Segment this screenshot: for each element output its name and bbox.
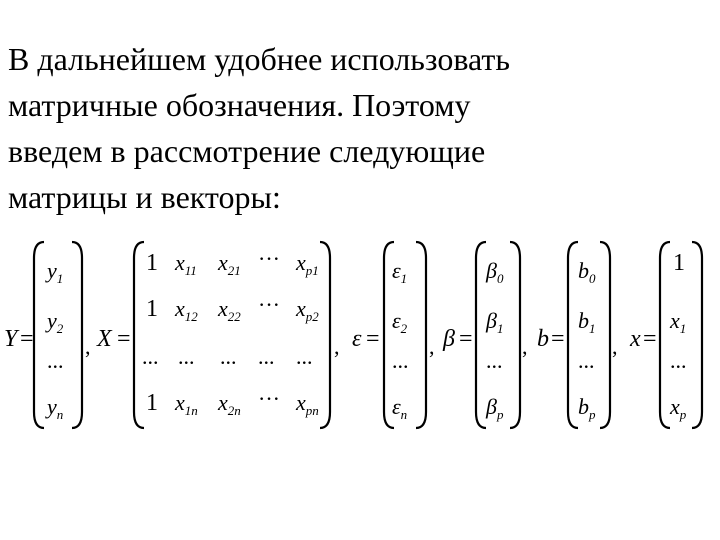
- x-symbol: x: [630, 326, 641, 352]
- Y-comma: ,: [85, 334, 91, 359]
- epsilon-equals-sign: =: [366, 326, 380, 352]
- b-equals-sign: =: [551, 326, 565, 352]
- X-r2-c3: $x_{22}$: [218, 296, 241, 324]
- Y-entry-1: $y_1$: [47, 258, 64, 286]
- beta-comma: ,: [522, 334, 528, 359]
- epsilon-entry-n: $\varepsilon_n$: [392, 394, 408, 422]
- X-r3-c2: ...: [178, 344, 195, 369]
- x-right-paren: [692, 242, 702, 428]
- x-equals-sign: =: [643, 326, 657, 352]
- epsilon-entry-2: $\varepsilon_2$: [392, 308, 408, 336]
- epsilon-entry-1: $\varepsilon_1$: [392, 258, 408, 286]
- X-r1-c2: $x_{11}$: [175, 250, 197, 278]
- vector-Y: [4, 242, 91, 428]
- X-r1-c3: $x_{21}$: [218, 250, 241, 278]
- matrix-X: [96, 242, 340, 428]
- X-r2-c5: $x_{p2}$: [296, 296, 319, 324]
- X-r3-c5: ...: [296, 344, 313, 369]
- b-left-paren: [568, 242, 578, 428]
- Y-equals-sign: =: [20, 326, 34, 352]
- Y-left-paren: [34, 242, 44, 428]
- X-equals-sign: =: [117, 326, 131, 352]
- paragraph-line-2: матричные обозначения. Поэтому: [8, 87, 471, 123]
- X-r1-c1: 1: [146, 250, 158, 276]
- X-symbol: X: [97, 326, 112, 352]
- b-entry-0: $b_0$: [578, 258, 596, 286]
- beta-right-paren: [510, 242, 520, 428]
- b-comma: ,: [612, 334, 618, 359]
- X-r2-c1: 1: [146, 296, 158, 322]
- vector-x: [629, 242, 702, 428]
- Y-entry-n: $y_n$: [47, 394, 64, 422]
- x-entry-x1: $x_1$: [670, 308, 687, 336]
- b-entry-ellipsis: ...: [578, 348, 595, 373]
- b-right-paren: [600, 242, 610, 428]
- x-entry-ellipsis: ...: [670, 348, 687, 373]
- beta-entry-p: $\beta_p$: [486, 394, 504, 422]
- beta-entry-0: $\beta_0$: [486, 258, 504, 286]
- X-r3-c4: ...: [258, 344, 275, 369]
- beta-entry-ellipsis: ...: [486, 348, 503, 373]
- vector-epsilon: [352, 242, 435, 428]
- epsilon-entry-ellipsis: ...: [392, 348, 409, 373]
- X-r2-c2: $x_{12}$: [175, 296, 198, 324]
- X-comma: ,: [334, 334, 340, 359]
- X-r3-c1: ...: [142, 344, 159, 369]
- vector-beta: [442, 242, 528, 428]
- X-r4-dots: ···: [258, 386, 280, 411]
- x-left-paren: [660, 242, 670, 428]
- b-entry-1: $b_1$: [578, 308, 596, 336]
- Y-right-paren: [72, 242, 82, 428]
- Y-entry-ellipsis: ...: [47, 348, 64, 373]
- beta-equals-sign: =: [459, 326, 473, 352]
- paragraph-line-4: матрицы и векторы:: [8, 179, 281, 215]
- X-right-paren: [320, 242, 330, 428]
- beta-symbol: β: [443, 326, 455, 352]
- matrix-definitions-formula: [0, 232, 720, 442]
- X-r4-c1: 1: [146, 390, 158, 416]
- paragraph-line-3: введем в рассмотрение следующие: [8, 133, 486, 169]
- X-r4-c3: $x_{2n}$: [218, 390, 241, 418]
- paragraph-line-1: В дальнейшем удобнее использовать: [8, 41, 510, 77]
- X-r4-c5: $x_{pn}$: [296, 390, 319, 418]
- beta-entry-1: $\beta_1$: [486, 308, 504, 336]
- b-entry-p: $b_p$: [578, 394, 596, 422]
- x-entry-xp: $x_p$: [670, 394, 687, 422]
- X-r4-c2: $x_{1n}$: [175, 390, 198, 418]
- beta-left-paren: [476, 242, 486, 428]
- b-symbol: b: [537, 326, 549, 352]
- Y-entry-2: $y_2$: [47, 308, 64, 336]
- epsilon-comma: ,: [429, 334, 435, 359]
- X-left-paren: [134, 242, 144, 428]
- vector-b: [537, 242, 618, 428]
- epsilon-right-paren: [416, 242, 426, 428]
- X-r3-c3: ...: [220, 344, 237, 369]
- X-r2-dots: ···: [258, 292, 280, 317]
- Y-symbol: Y: [4, 326, 18, 352]
- X-r1-c5: $x_{p1}$: [296, 250, 319, 278]
- X-r1-dots: ···: [258, 246, 280, 271]
- paragraph-text: [8, 36, 708, 220]
- epsilon-symbol: ε: [352, 326, 362, 352]
- x-entry-1: 1: [673, 250, 685, 276]
